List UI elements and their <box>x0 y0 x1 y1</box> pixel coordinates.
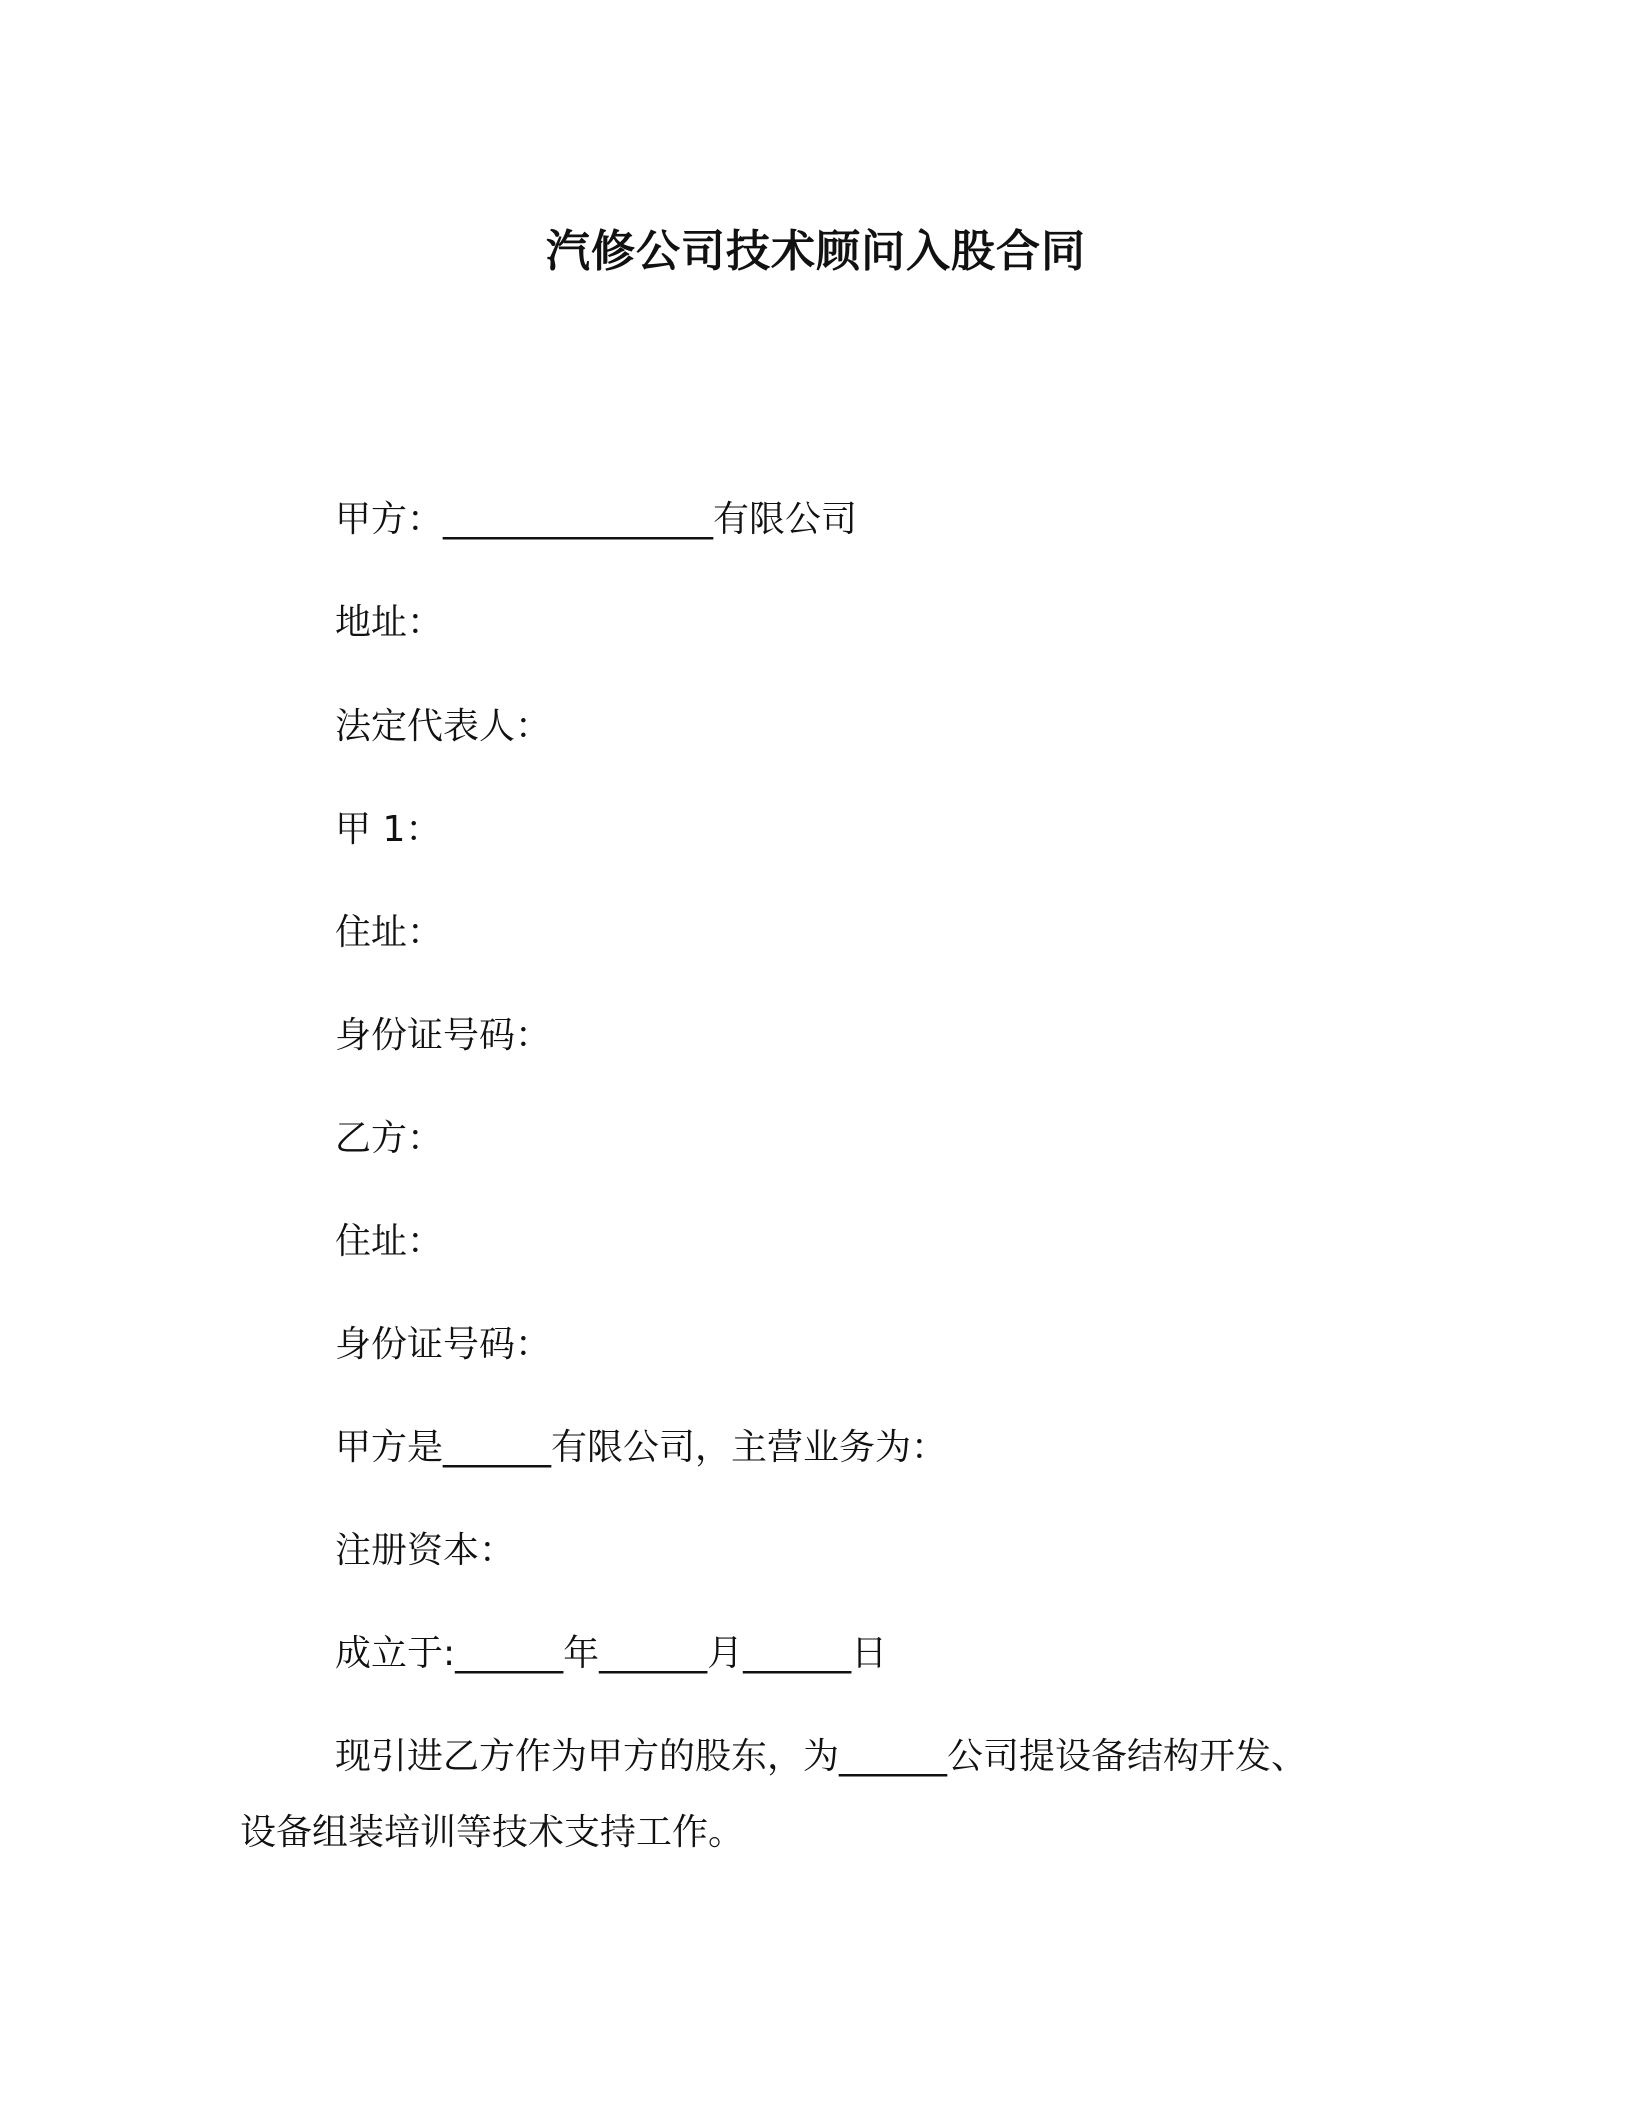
id-number-line: 身份证号码： <box>335 1015 552 1056</box>
residence-line: 住址： <box>335 912 444 953</box>
party-b-id-number-line: 身份证号码： <box>335 1324 552 1365</box>
company-business-line: 甲方是______有限公司，主营业务为： <box>335 1427 948 1468</box>
document-title: 汽修公司技术顾问入股合同 <box>546 226 1086 277</box>
registered-capital-line: 注册资本： <box>335 1530 516 1571</box>
party-b-residence-line: 住址： <box>335 1221 444 1262</box>
address-line: 地址： <box>335 602 444 643</box>
established-date-line: 成立于:______年______月______日 <box>335 1633 888 1674</box>
party-a1-line: 甲 1： <box>335 809 442 850</box>
party-b-line: 乙方： <box>335 1118 444 1159</box>
intro-paragraph-line-2: 设备组装培训等技术支持工作。 <box>240 1812 745 1853</box>
legal-representative-line: 法定代表人： <box>335 706 552 747</box>
intro-paragraph-line-1: 现引进乙方作为甲方的股东，为______公司提设备结构开发、 <box>335 1736 1308 1777</box>
party-a-line: 甲方：_______________有限公司 <box>335 499 858 540</box>
